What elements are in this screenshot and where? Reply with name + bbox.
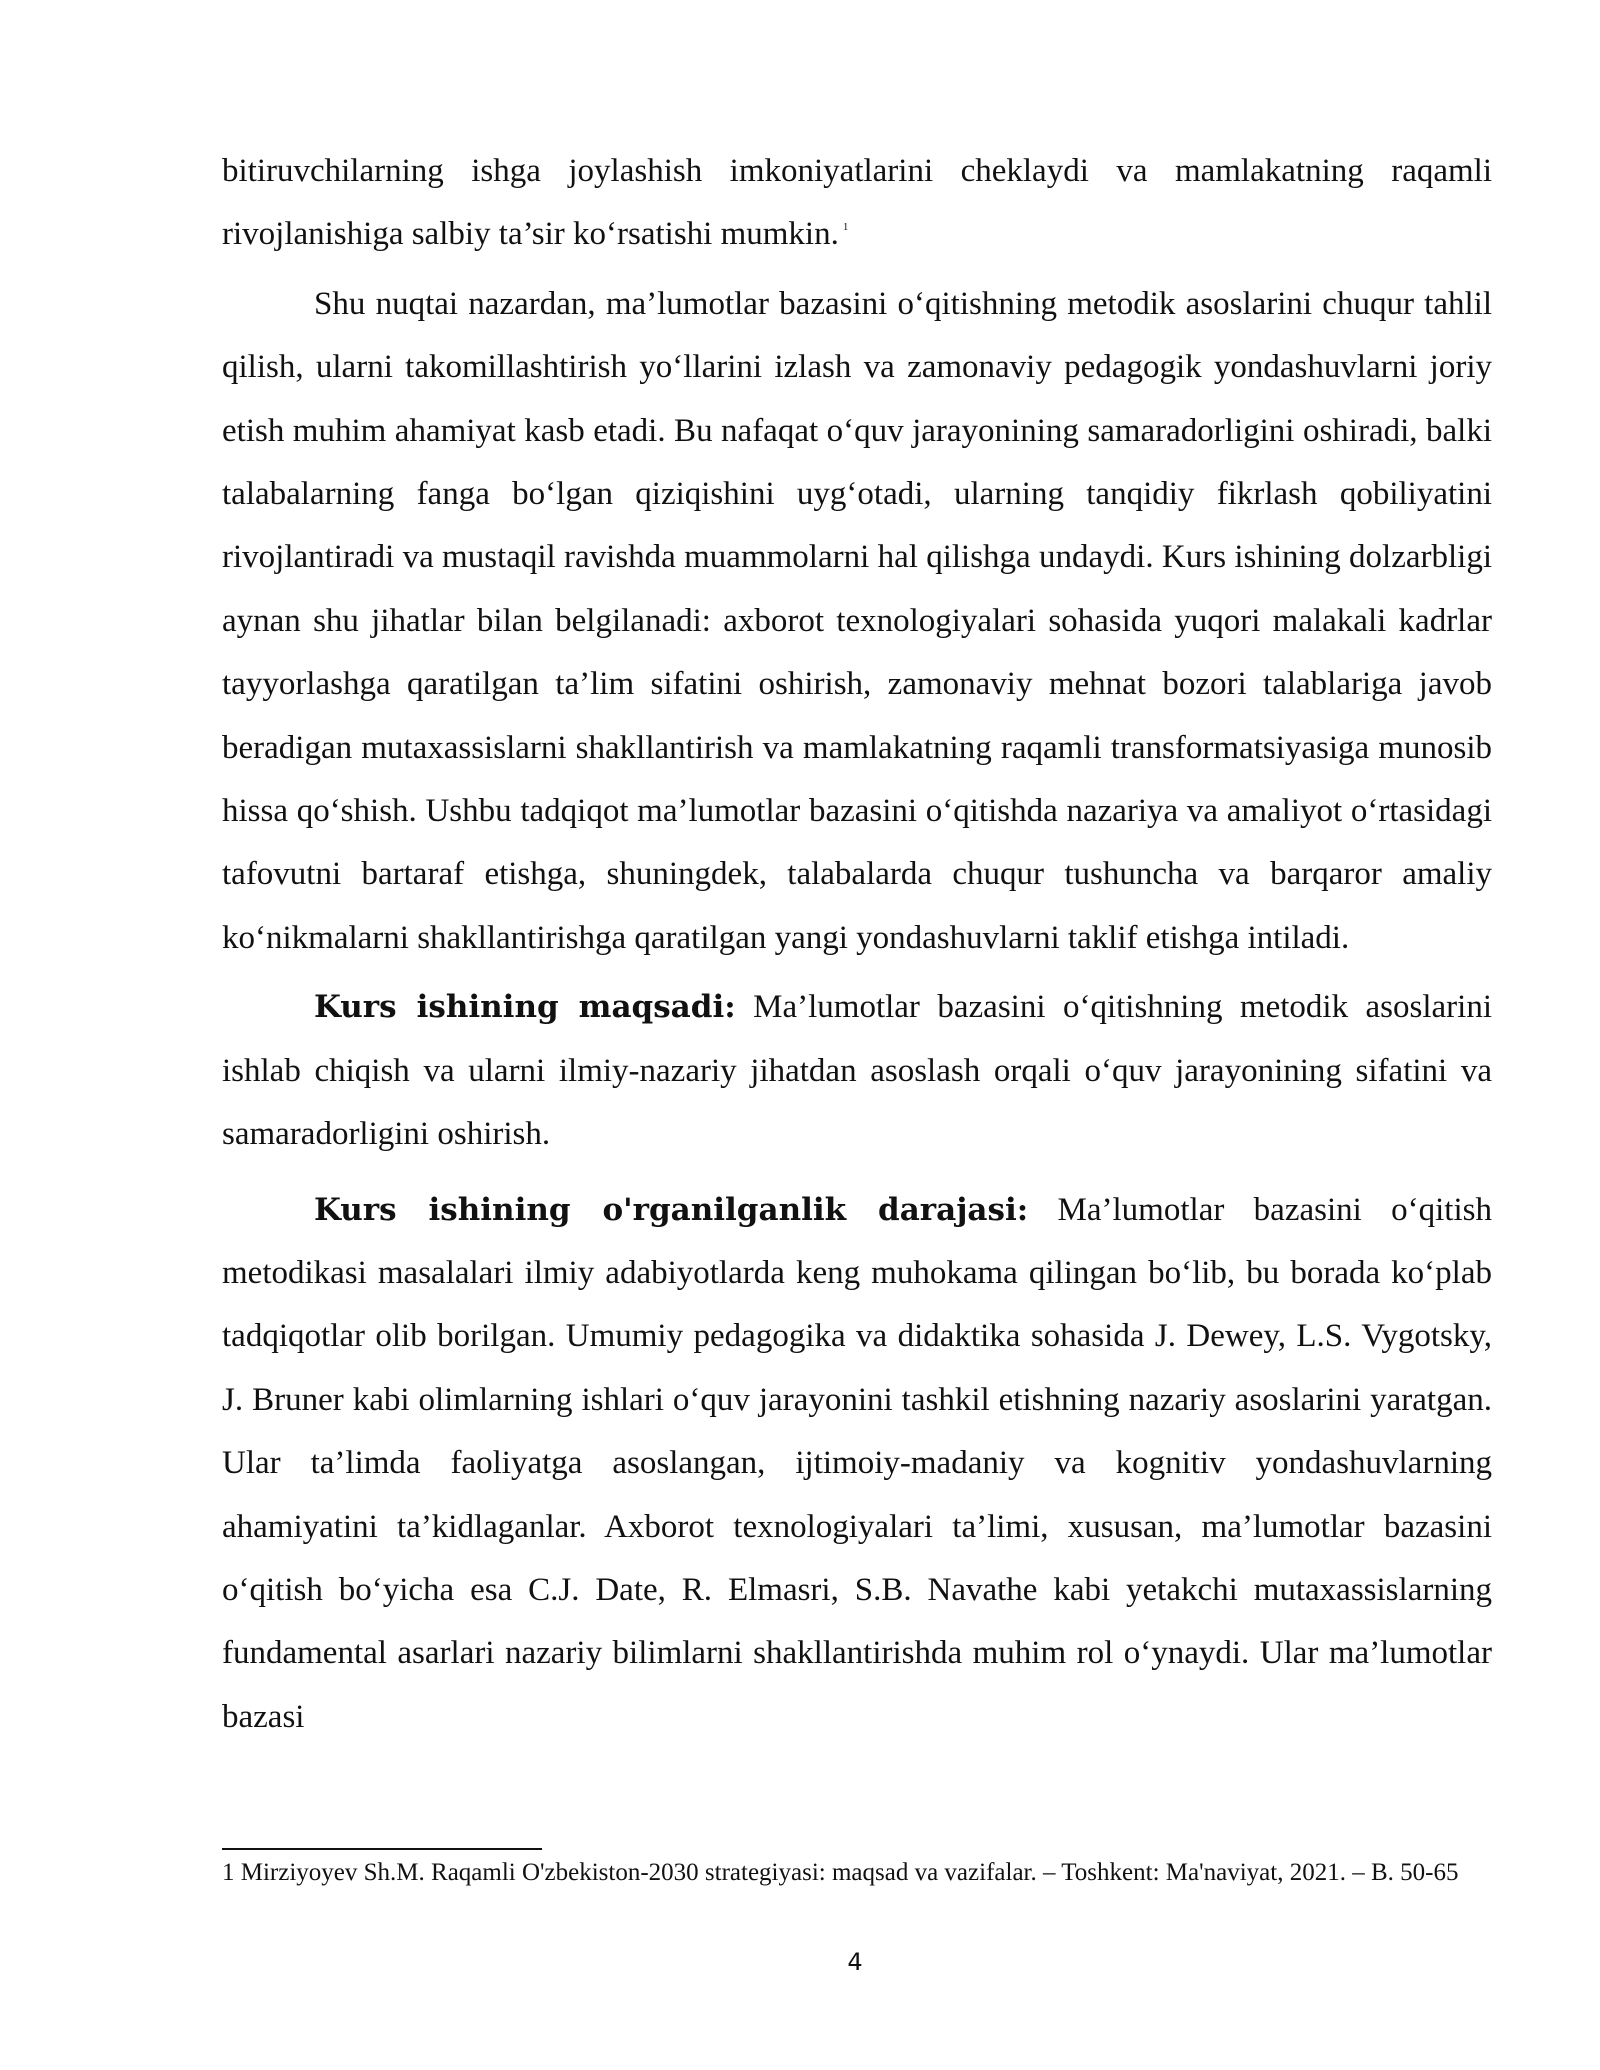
footnote-reference: 1 — [842, 221, 849, 234]
page-number: 4 — [847, 1948, 863, 1976]
paragraph-relevance: Shu nuqtai nazardan, ma’lumotlar bazasini o‘qitishning metodik asoslarini chuqur tahlil qilish, ularni takomillashtirish yo‘llarini izlash va zamonaviy pedagogik yondashuvlarni joriy etish muhim ahamiyat kasb etadi. Bu nafaqat o‘quv jarayonining samaradorligini oshiradi, balki talabalarning fanga bo‘lgan qiziqishini uyg‘otadi, ularning tanqidiy fikrlash qobiliyatini rivojlantiradi va mustaqil ravishda muammolarni hal qilishga undaydi. Kurs ishining dolzarbligi aynan shu jihatlar bilan belgilanadi: axborot texnologiyalari sohasida yuqori malakali kadrlar tayyorlashga qaratilgan ta’lim sifatini oshirish, zamonaviy mehnat bozori talablariga javob beradigan mutaxassislarni shakllantirish va mamlakatning raqamli transformatsiyasiga munosib hissa qo‘shish. Ushbu tadqiqot ma’lumotlar bazasini o‘qitishda nazariya va amaliyot o‘rtasidagi tafovutni bartaraf etishga, shuningdek, talabalarda chuqur tushuncha va barqaror amaliy ko‘nikmalarni shakllantirishga qaratilgan yangi yondashuvlarni taklif etishga intiladi. — [222, 285, 1492, 956]
paragraph-goal — [222, 976, 1492, 1166]
study-level-heading: Kurs ishining o'rganilganlik darajasi: — [314, 1191, 1029, 1228]
paragraph-continuation — [222, 140, 1492, 267]
footnote-separator — [222, 1848, 542, 1850]
goal-text: Ma’lumotlar bazasini o‘qitishning metodik asoslarini ishlab chiqish va ularni ilmiy-nazariy jihatdan asoslash orqali o‘quv jarayonining sifatini va samaradorligini oshirish. — [222, 989, 1492, 1153]
paragraph-study-level — [222, 1179, 1492, 1750]
body-text — [222, 140, 1492, 1749]
goal-heading: Kurs ishining maqsadi: — [314, 989, 736, 1026]
study-level-text: Ma’lumotlar bazasini o‘qitish metodikasi masalalari ilmiy adabiyotlarda keng muhokama qilingan bo‘lib, bu borada ko‘plab tadqiqotlar olib borilgan. Umumiy pedagogika va didaktika sohasida J. Dewey, L.S. Vygotsky, J. Bruner kabi olimlarning ishlari o‘quv jarayonini tashkil etishning nazariy asoslarini yaratgan. Ular ta’limda faoliyatga asoslangan, ijtimoiy-madaniy va kognitiv yondashuvlarning ahamiyatini ta’kidlaganlar. Axborot texnologiyalari ta’limi, xususan, ma’lumotlar bazasini o‘qitish bo‘yicha esa C.J. Date, R. Elmasri, S.B. Navathe kabi yetakchi mutaxassislarning fundamental asarlari nazariy bilimlarni shakllantirishda muhim rol o‘ynaydi. Ular ma’lumotlar bazasi — [222, 1191, 1492, 1735]
paragraph-continuation-text: bitiruvchilarning ishga joylashish imkoniyatlarini cheklaydi va mamlakatning raqamli rivojlanishiga salbiy ta’sir ko‘rsatishi mumkin. — [222, 153, 1492, 253]
footnote — [222, 1856, 1492, 1890]
footnote-number: 1 — [222, 1859, 235, 1886]
footnote-text: Mirziyoyev Sh.M. Raqamli O'zbekiston-2030 strategiyasi: maqsad va vazifalar. – Toshkent: Ma'naviyat, 2021. – B. 50-65 — [240, 1859, 1459, 1886]
